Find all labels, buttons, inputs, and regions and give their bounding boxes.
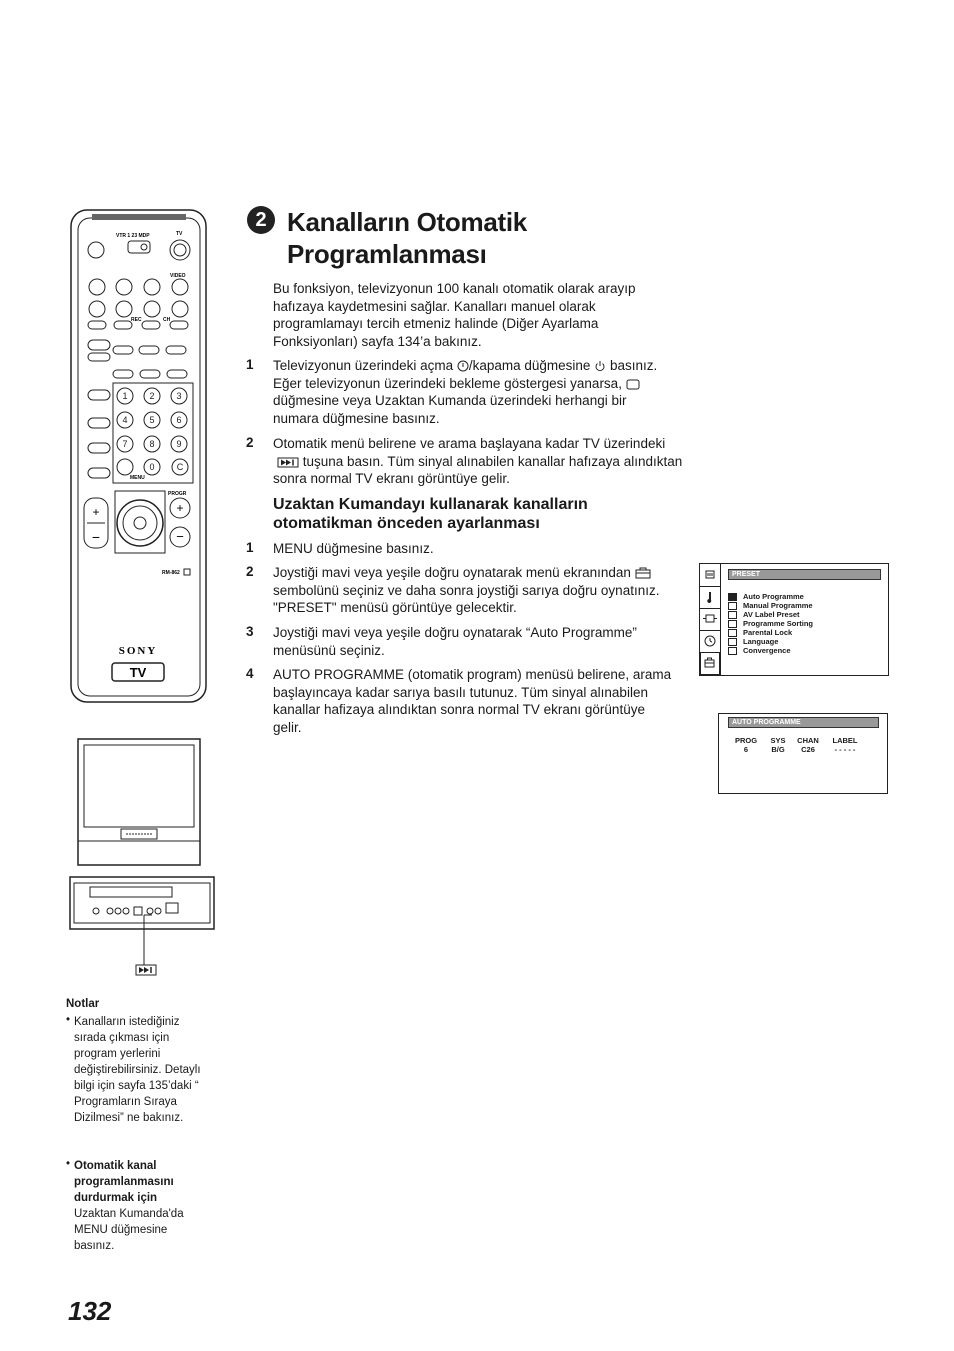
- svg-text:−: −: [91, 529, 101, 545]
- note-2-title: Otomatik kanal programlanmasını durdurmak için: [74, 1160, 174, 1204]
- sys-column: [765, 736, 791, 754]
- skip-forward-icon: [277, 457, 299, 468]
- step-number: 2: [246, 564, 254, 579]
- features-icon: [700, 608, 720, 631]
- preset-toolbox-icon: [700, 652, 720, 675]
- selection-box: [728, 602, 737, 610]
- remote-control-illustration: [68, 208, 210, 708]
- step-text-part: basınız. Eğer televizyonun üzerindeki bekleme göstergesi yanarsa,: [273, 358, 658, 391]
- selection-box: [728, 638, 737, 646]
- column-label: LABEL: [832, 736, 858, 745]
- notes-title: Notlar: [66, 998, 100, 1010]
- svg-text:−: −: [176, 529, 184, 544]
- column-value: B/G: [771, 745, 785, 754]
- power-icon: [594, 360, 606, 372]
- prog-column: [731, 736, 761, 754]
- selection-box: [728, 620, 737, 628]
- preset-menu-screen: [699, 563, 889, 676]
- auto-programme-screen: [718, 713, 888, 794]
- intro-paragraph: Bu fonksiyon, televizyonun 100 kanalı otomatik olarak arayıp hafızaya kaydetmesini sağlar. Kanalları manuel olarak programlamayı tercih etmeniz halinde (Diğer Ayarlama Fonksiyonları) sayfa 134’a bakınız.: [273, 281, 636, 349]
- step-text: MENU düğmesine basınız.: [273, 541, 434, 556]
- step-text: AUTO PROGRAMME (otomatik program) menüsü belirene, arama başlayıncaya kadar sarıya basılı tutunuz. Tüm sinyal alınabilen kanallar hafizaya alındıktan sonra normal TV ekranı görüntüye gelir.: [273, 667, 672, 735]
- step-number: 1: [246, 540, 254, 555]
- remote-vtr-label: VTR 1 23 MDP: [116, 233, 150, 239]
- svg-text:+: +: [176, 501, 184, 515]
- label-column: [827, 736, 863, 754]
- remote-video-label: VIDEO: [170, 273, 186, 279]
- remote-key-0: 0: [149, 462, 155, 472]
- column-value: - - - - -: [834, 745, 856, 754]
- remote-key-1: 1: [122, 391, 128, 401]
- remote-key-4: 4: [122, 415, 128, 425]
- remote-key-3: 3: [176, 391, 182, 401]
- remote-rec-label: REC: [131, 317, 142, 323]
- toolbox-icon: [635, 567, 651, 579]
- remote-key-c: C: [176, 462, 184, 472]
- remote-ch-label: CH: [163, 317, 171, 323]
- preset-header: PRESET: [728, 569, 881, 580]
- remote-model-no: RM-862: [162, 570, 180, 576]
- selection-box: [728, 593, 737, 601]
- subheading: Uzaktan Kumandayı kullanarak kanalların otomatikman önceden ayarlanması: [273, 496, 588, 532]
- step-number: 1: [246, 357, 254, 372]
- section-number-badge: 2: [247, 206, 275, 234]
- title-line-2: Programlanması: [287, 239, 487, 269]
- tv-illustration: [66, 737, 218, 977]
- menu-item-label: Convergence: [743, 646, 791, 655]
- note-2-text: Uzaktan Kumanda'da MENU düğmesine basınız.: [74, 1208, 184, 1252]
- column-value: C26: [801, 745, 815, 754]
- column-value: 6: [743, 745, 749, 754]
- menu-item-label: Parental Lock: [743, 628, 793, 637]
- step-text: [273, 435, 683, 488]
- column-label: CHAN: [797, 736, 819, 745]
- sound-icon: [700, 586, 720, 609]
- step-text: [273, 564, 683, 617]
- menu-item-label: AV Label Preset: [743, 610, 800, 619]
- step-text-part: /kapama düğmesine: [468, 358, 595, 373]
- remote-brand: SONY: [118, 645, 158, 657]
- column-label: SYS: [770, 736, 786, 745]
- selection-box: [728, 611, 737, 619]
- step-text-part: Televizyonun üzerindeki açma: [273, 358, 457, 373]
- remote-key-8: 8: [149, 439, 155, 449]
- title-line-1: Kanalların Otomatik: [287, 207, 527, 237]
- remote-key-5: 5: [149, 415, 155, 425]
- menu-item-label: Programme Sorting: [743, 619, 814, 628]
- remote-key-2: 2: [149, 391, 155, 401]
- step-text-part: düğmesine veya Uzaktan Kumanda üzerindeki herhangi bir numara düğmesine basınız.: [273, 393, 627, 426]
- step-number: 3: [246, 624, 254, 639]
- step-text: [273, 357, 673, 427]
- step-number: 4: [246, 666, 254, 681]
- page-title: [287, 206, 527, 270]
- bullet: •: [66, 1014, 71, 1026]
- remote-key-7: 7: [122, 439, 128, 449]
- remote-tv-model-label: TV: [129, 665, 147, 680]
- menu-icon-column: [700, 564, 721, 675]
- step-text-part: sembolünü seçiniz ve daha sonra joystiği sarıya doğru oynatınız. "PRESET" menüsü görüntüye gelecektir.: [273, 582, 660, 616]
- auto-programme-header: AUTO PROGRAMME: [728, 717, 879, 728]
- selection-box: [728, 629, 737, 637]
- remote-key-6: 6: [176, 415, 182, 425]
- column-label: PROG: [734, 736, 758, 745]
- selection-box: [728, 647, 737, 655]
- step-text-part: Otomatik menü belirene ve arama başlayana kadar TV üzerindeki: [273, 436, 666, 451]
- remote-progr-label: PROGR: [168, 491, 187, 497]
- timer-icon: [700, 630, 720, 653]
- svg-text:+: +: [92, 505, 100, 519]
- chan-column: [793, 736, 823, 754]
- step-number: 2: [246, 435, 254, 450]
- step-text-part: Joystiği mavi veya yeşile doğru oynatarak menü ekranından: [273, 565, 635, 580]
- menu-item-label: Auto Programme: [743, 592, 804, 601]
- power-on-icon: [457, 360, 469, 372]
- remote-tv-label: TV: [176, 231, 183, 237]
- tv-screen-icon: [626, 379, 640, 390]
- step-text-part: tuşuna basın. Tüm sinyal alınabilen kanallar hafızaya alındıktan sonra normal TV ekranı görüntüye gelir.: [273, 453, 683, 487]
- page-number: 132: [68, 1296, 112, 1326]
- bullet: •: [66, 1158, 71, 1170]
- menu-item-label: Manual Programme: [743, 601, 813, 610]
- remote-menu-label: MENU: [130, 475, 145, 481]
- note-1: Kanalların istediğiniz sırada çıkması için program yerlerini değiştirebilirsiniz. Detaylı bilgi için sayfa 135’daki “ Programların Sıraya Dizilmesi” ne bakınız.: [74, 1016, 201, 1124]
- step-text: Joystiği mavi veya yeşile doğru oynatarak “Auto Programme” menüsünü seçiniz.: [273, 625, 637, 658]
- remote-key-9: 9: [176, 439, 182, 449]
- picture-icon: [700, 564, 720, 587]
- menu-item-label: Language: [743, 637, 779, 646]
